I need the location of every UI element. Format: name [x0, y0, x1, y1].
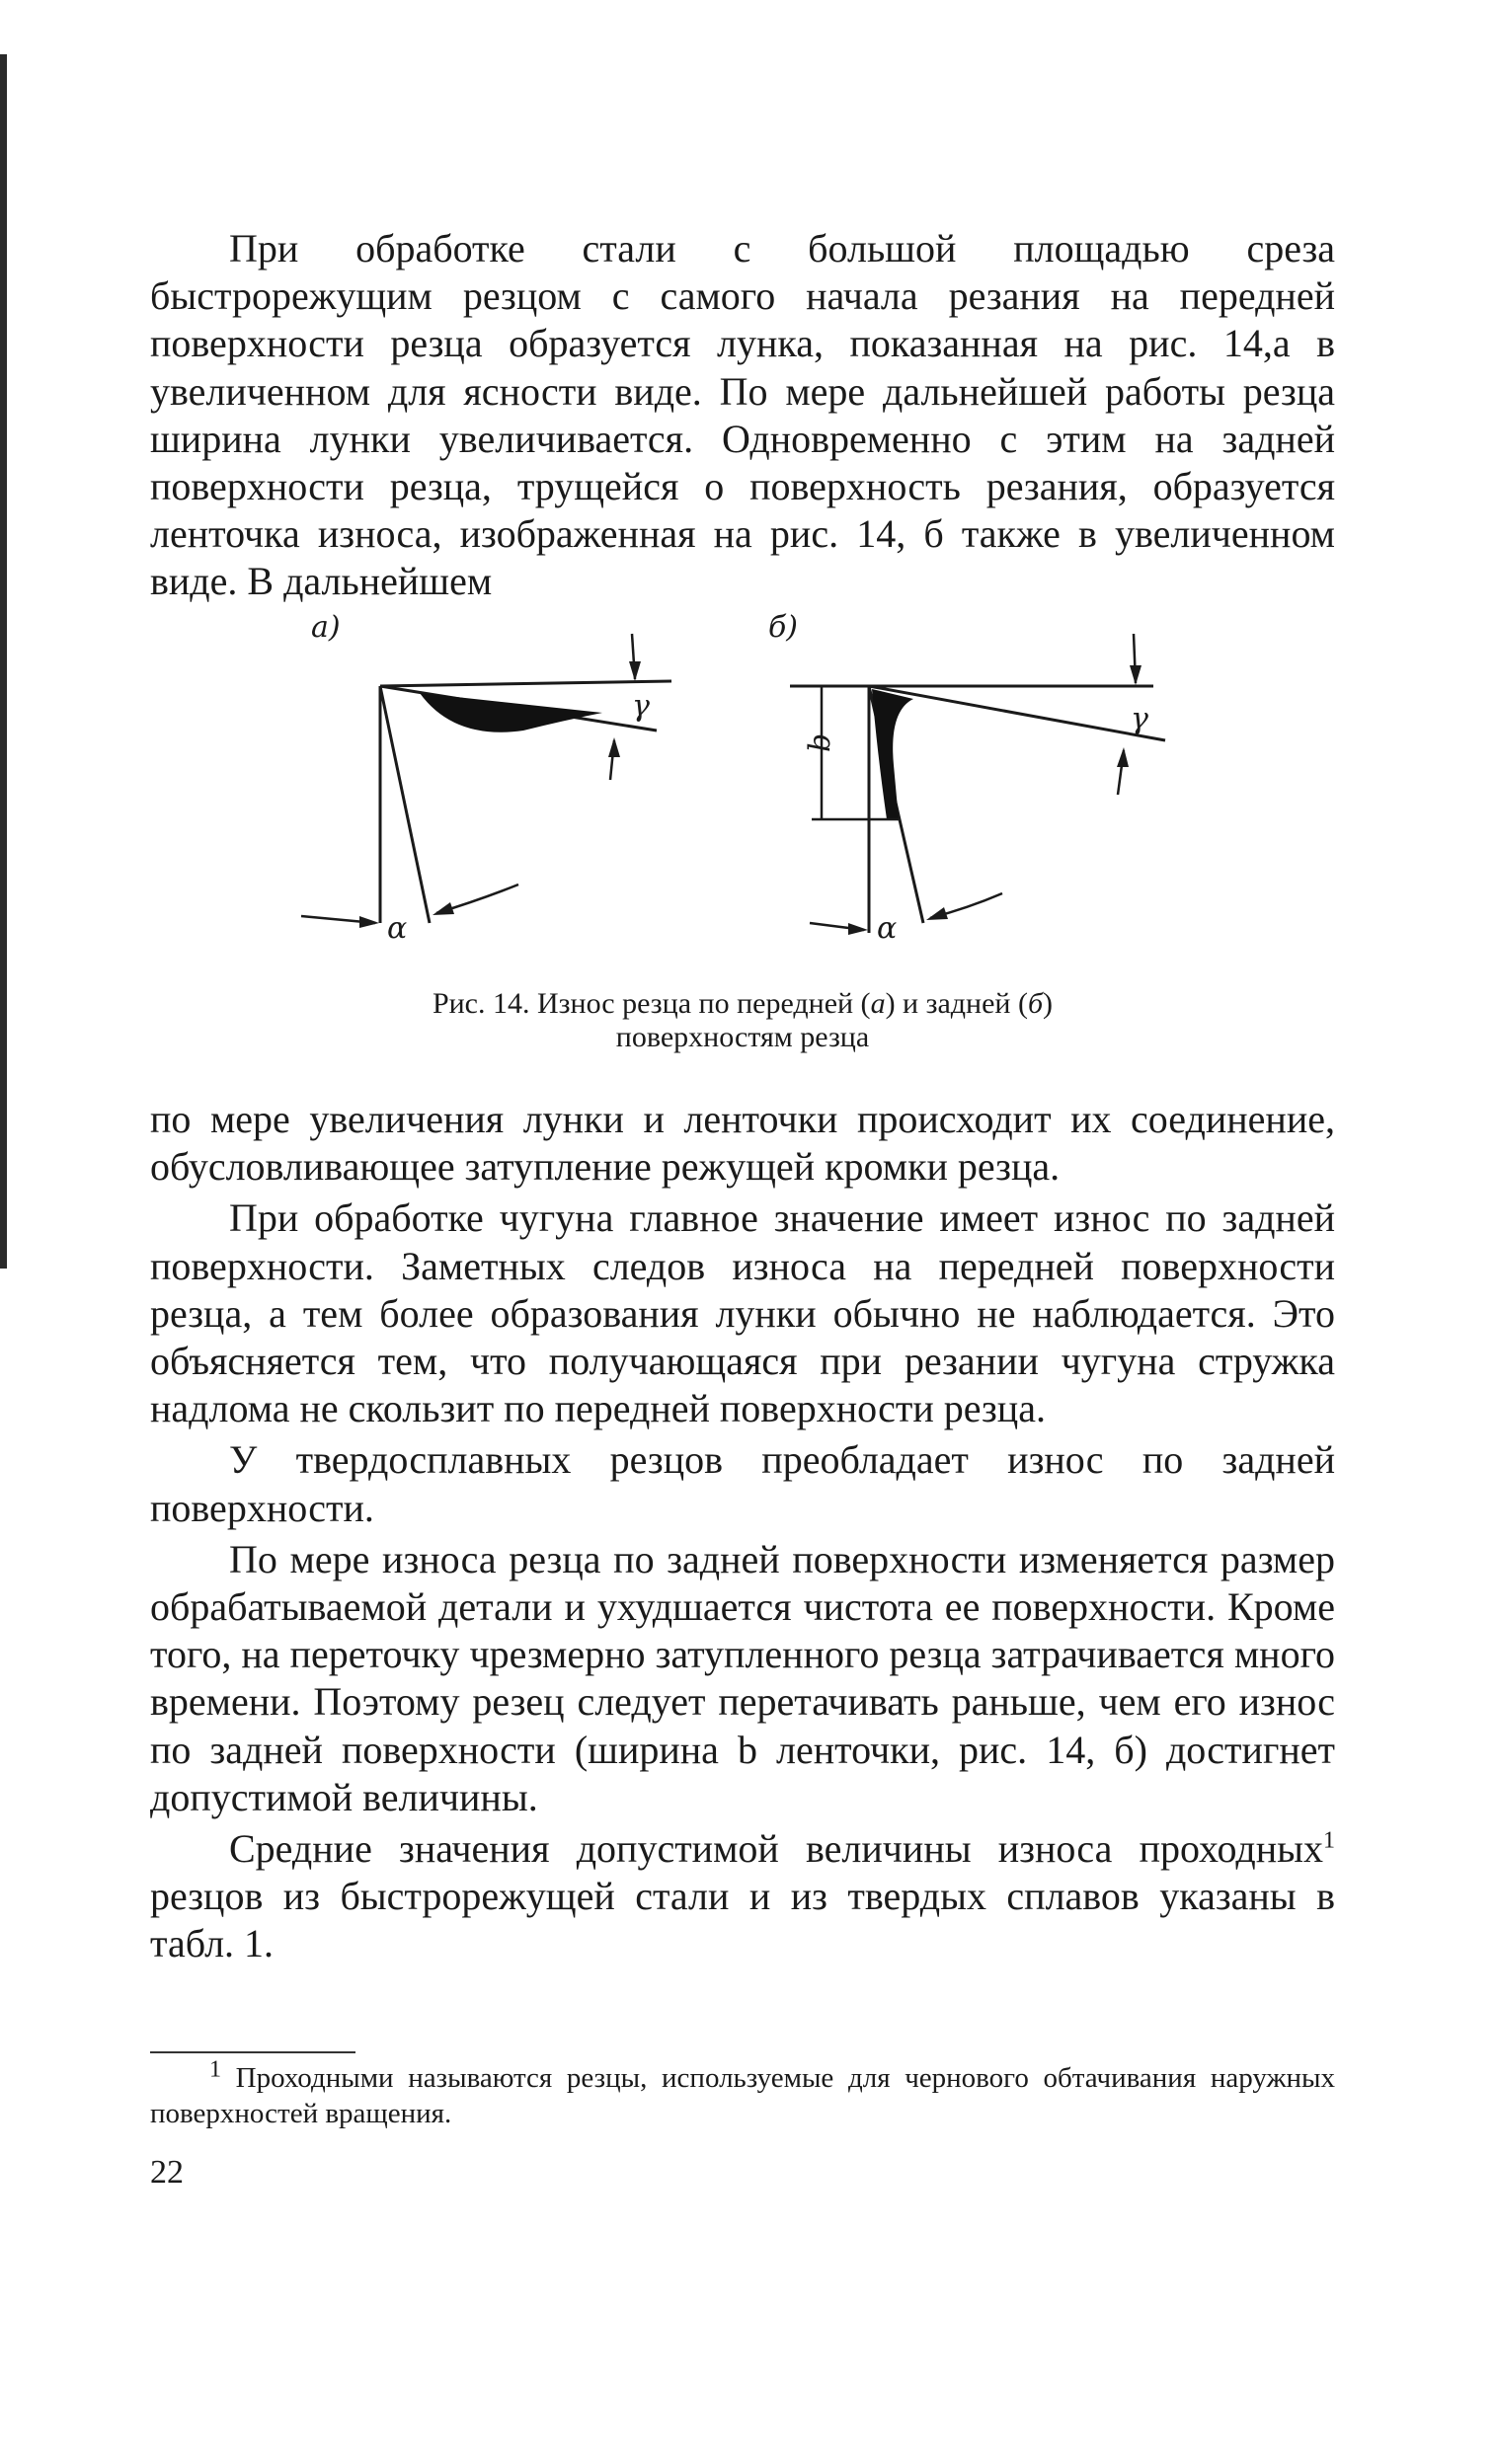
paragraph: При обработке стали с большой площадью среза быстрорежущим резцом с самого начала резания на передней поверхности резца образуется лунка, показанная на рис. 14,а в увеличенном для ясности виде. По мере дальнейшей работы резца ширина лунки увеличивается. Одновременно с этим на задней поверхности резца, трущейся о поверхность резания, образуется ленточка износа, изображенная на рис. 14, б также в увеличенном виде. В дальнейшем: [150, 226, 1335, 604]
figure-a: [301, 610, 671, 946]
paragraph: При обработке чугуна главное значение имеет износ по задней поверхности. Заметных следов износа на передней поверхности резца, а тем более образования лунки обычно не наблюдается. Это объясняется тем, что получающаяся при резании чугуна стружка надлома не скользит по передней поверхности резца.: [150, 1195, 1335, 1431]
gamma-label-a: γ: [632, 689, 650, 724]
figure-b-label: б): [768, 610, 799, 645]
b-label: b: [803, 732, 837, 752]
text-lower: [150, 1096, 1335, 1972]
arrowhead: [608, 737, 620, 757]
footnote-mark: 1: [1323, 1827, 1335, 1854]
paragraph-top: [150, 225, 1335, 610]
flank-face-line: [380, 686, 430, 923]
figure-caption: [150, 987, 1335, 1054]
reference-line: [380, 681, 671, 686]
arrowhead: [433, 902, 454, 915]
caption-line-2: поверхностям резца: [615, 1021, 870, 1053]
arrowhead: [1117, 747, 1129, 767]
paragraph: Средние значения допустимой величины износа проходных$^1$ резцов из быстрорежущей стали и из твердых сплавов указаны в табл. 1.: [150, 1826, 1335, 1966]
arrowhead: [848, 923, 868, 935]
arrowhead: [359, 916, 379, 928]
paragraph: по мере увеличения лунки и ленточки происходит их соединение, обусловливающее затупление режущей кромки резца.: [150, 1097, 1335, 1190]
flank-wear-land: [872, 689, 913, 819]
figure-14: [296, 592, 1224, 977]
footnote: $^1$ Проходными называются резцы, используемые для чернового обтачивания наружных поверхностей вращения.: [150, 2056, 1335, 2129]
alpha-label-a: α: [387, 911, 408, 946]
footnote-number: 1: [209, 2056, 221, 2083]
page-number: 22: [150, 2154, 184, 2191]
arrowhead: [629, 661, 641, 681]
caption-line-1: Рис. 14. Износ резца по передней (а) и задней (б): [432, 987, 1054, 1020]
scan-edge: [0, 54, 7, 1269]
arrowhead: [1130, 665, 1142, 685]
crater-wear: [420, 693, 602, 732]
gamma-label-b: γ: [1131, 702, 1148, 736]
footnote-divider: [150, 2051, 355, 2053]
arrowhead: [926, 907, 948, 920]
alpha-label-b: α: [877, 911, 898, 946]
figure-a-label: а): [311, 610, 341, 645]
rake-face-line: [869, 686, 1165, 740]
paragraph: По мере износа резца по задней поверхности изменяется размер обрабатываемой детали и ухудшается чистота ее поверхности. Кроме того, на переточку чрезмерно затупленного резца затрачивается много времени. Поэтому резец следует перетачивать раньше, чем его износ по задней поверхности (ширина b ленточки, рис. 14, б) достигнет допустимой величины.: [150, 1536, 1335, 1819]
figure-b: [768, 610, 1165, 946]
paragraph: У твердосплавных резцов преобладает износ по задней поверхности.: [150, 1437, 1335, 1530]
